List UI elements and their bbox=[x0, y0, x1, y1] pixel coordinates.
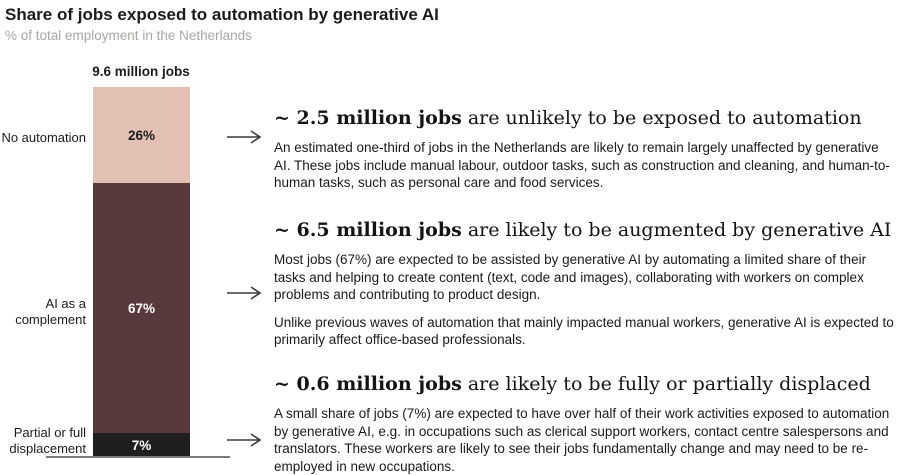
annotation-headline bbox=[274, 373, 898, 396]
segment-value-label: 7% bbox=[131, 437, 152, 453]
annotation-paragraph: A small share of jobs (7%) are expected to have over half of their work activities exposed to automation by generative AI, e.g. in occupations such as clerical support workers, contact centre salespersons and translators. These workers are likely to see their jobs fundamentally change and may need to be re-employed in new occupations. bbox=[274, 406, 890, 474]
annotation-block-no-automation bbox=[274, 107, 898, 202]
arrow-right-icon bbox=[226, 432, 264, 448]
segment-value-label: 67% bbox=[127, 300, 156, 316]
arrow-right-icon bbox=[226, 285, 264, 301]
annotation-block-ai-complement bbox=[274, 219, 898, 359]
arrow-right-icon bbox=[226, 129, 264, 145]
stacked-bar bbox=[93, 87, 190, 457]
annotation-paragraph: An estimated one-third of jobs in the Netherlands are likely to remain largely unaffected by generative AI. These jobs include manual labour, outdoor tasks, such as construction and cleaning, and human-to-human tasks, such as personal care and food services. bbox=[274, 140, 890, 190]
annotation-headline bbox=[274, 107, 898, 130]
bar-total-label: 9.6 million jobs bbox=[92, 64, 190, 79]
annotation-paragraph: Most jobs (67%) are expected to be assisted by generative AI by automating a limited share of their tasks and helping to create content (text, code and images), collaborating with workers on complex problems and contributing to product design. bbox=[274, 252, 867, 302]
axis-baseline bbox=[46, 456, 230, 458]
page-title: Share of jobs exposed to automation by generative AI bbox=[5, 5, 439, 24]
annotation-paragraph: Unlike previous waves of automation that mainly impacted manual workers, generative AI is expected to primarily affect office-based professionals. bbox=[274, 314, 894, 347]
bar-segment-no-automation bbox=[93, 87, 190, 183]
segment-value-label: 26% bbox=[127, 127, 156, 143]
annotation-headline-figure: ~ 6.5 million jobs bbox=[274, 219, 462, 241]
bar-segment-ai-complement bbox=[93, 183, 190, 433]
annotation-headline-figure: ~ 0.6 million jobs bbox=[274, 373, 462, 395]
annotation-headline-rest: are likely to be augmented by generative AI bbox=[461, 219, 892, 241]
annotation-block-displacement bbox=[274, 373, 898, 475]
page-subtitle: % of total employment in the Netherlands bbox=[5, 28, 252, 43]
annotation-headline-figure: ~ 2.5 million jobs bbox=[274, 107, 462, 129]
annotation-headline-rest: are unlikely to be exposed to automation bbox=[461, 107, 862, 129]
annotation-headline-rest: are likely to be fully or partially displaced bbox=[461, 373, 871, 395]
annotation-headline bbox=[274, 219, 898, 242]
category-label-displacement: Partial or full displacement bbox=[9, 425, 86, 456]
bar-segment-displacement bbox=[93, 433, 190, 457]
category-label-no-automation: No automation bbox=[1, 130, 86, 145]
category-label-ai-complement: AI as a complement bbox=[15, 296, 86, 327]
